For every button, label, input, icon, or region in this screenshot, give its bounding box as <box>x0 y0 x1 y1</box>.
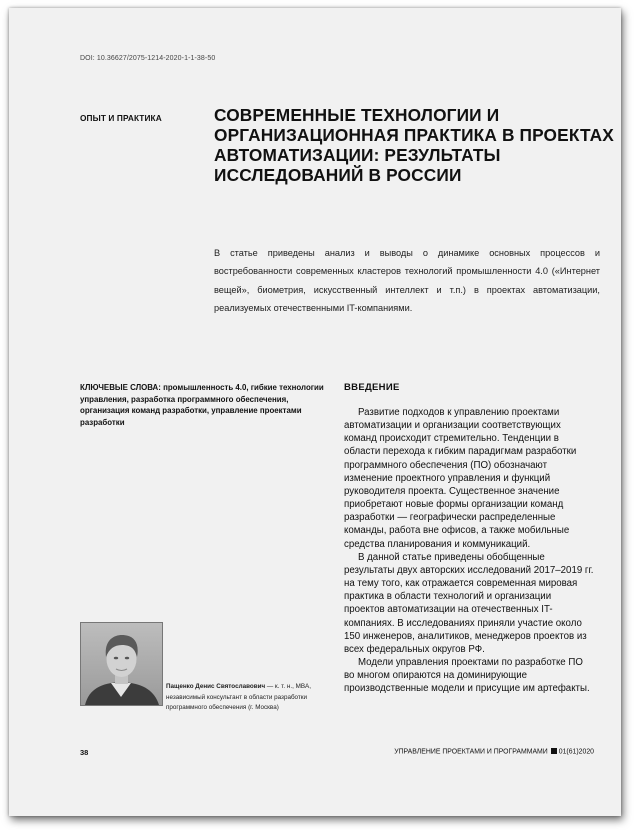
author-name: Пащенко Денис Святославович <box>166 683 266 690</box>
author-info <box>166 682 338 714</box>
journal-footer <box>376 748 594 756</box>
journal-page <box>9 8 621 816</box>
keywords: КЛЮЧЕВЫЕ СЛОВА: промышленность 4.0, гибкие технологии управления, разработка программного обеспечения, организация команд разработки, управление проектами разработки <box>80 383 324 427</box>
author-portrait <box>81 623 162 705</box>
author-details: — к. т. н., MBA, независимый консультант в области разработки программного обеспечения (г. Москва) <box>166 683 311 711</box>
abstract: В статье приведены анализ и выводы о динамике основных процессов и востребованности современных кластеров технологий промышленности 4.0 («Интернет вещей», биометрия, искусственный интеллект и т.п.) в проектах автоматизации, реализуемых отечественными IT-компаниями. <box>214 248 600 313</box>
section-label: ОПЫТ И ПРАКТИКА <box>80 113 162 123</box>
paragraph: В данной статье приведены обобщенные результаты двух авторских исследований 2017–2019 гг. на тему того, как отражается современная мировая практика в области технологий и организации проектов автоматизации на отечественных IT-компаниях. В исследованиях приняли участие около 150 инженеров, аналитиков, менеджеров проектов из всех федеральных округов РФ. <box>344 551 594 655</box>
article-body <box>344 406 594 695</box>
square-bullet-icon <box>551 748 557 754</box>
paragraph: Развитие подходов к управлению проектами автоматизации и организации соответствующих команд происходит стремительно. Тенденции в области перехода к гибким парадигмам разработки программного обеспечения (ПО) обозначают изменение проектного управления и функций руководителя проекта. Существенное значение приобретают новые формы организации команд разработки — географически распределенные команды, работа вне офисов, а также мобильные средства планирования и коммуникаций. <box>344 407 577 550</box>
author-photo <box>80 622 163 706</box>
issue-number: 01(61)2020 <box>558 748 594 756</box>
doi: DOI: 10.36627/2075-1214-2020-1-1-38-50 <box>80 55 216 62</box>
paragraph: Модели управления проектами по разработке ПО во многом опираются на доминирующие производственные модели и присущие им артефакты. <box>344 656 590 695</box>
article-title: СОВРЕМЕННЫЕ ТЕХНОЛОГИИ И ОРГАНИЗАЦИОННАЯ ПРАКТИКА В ПРОЕКТАХ АВТОМАТИЗАЦИИ: РЕЗУЛЬТАТЫ ИССЛЕДОВАНИЙ В РОССИИ <box>214 105 614 185</box>
journal-name: УПРАВЛЕНИЕ ПРОЕКТАМИ И ПРОГРАММАМИ <box>394 748 548 756</box>
intro-heading: ВВЕДЕНИЕ <box>344 382 400 393</box>
page-number: 38 <box>80 748 89 757</box>
